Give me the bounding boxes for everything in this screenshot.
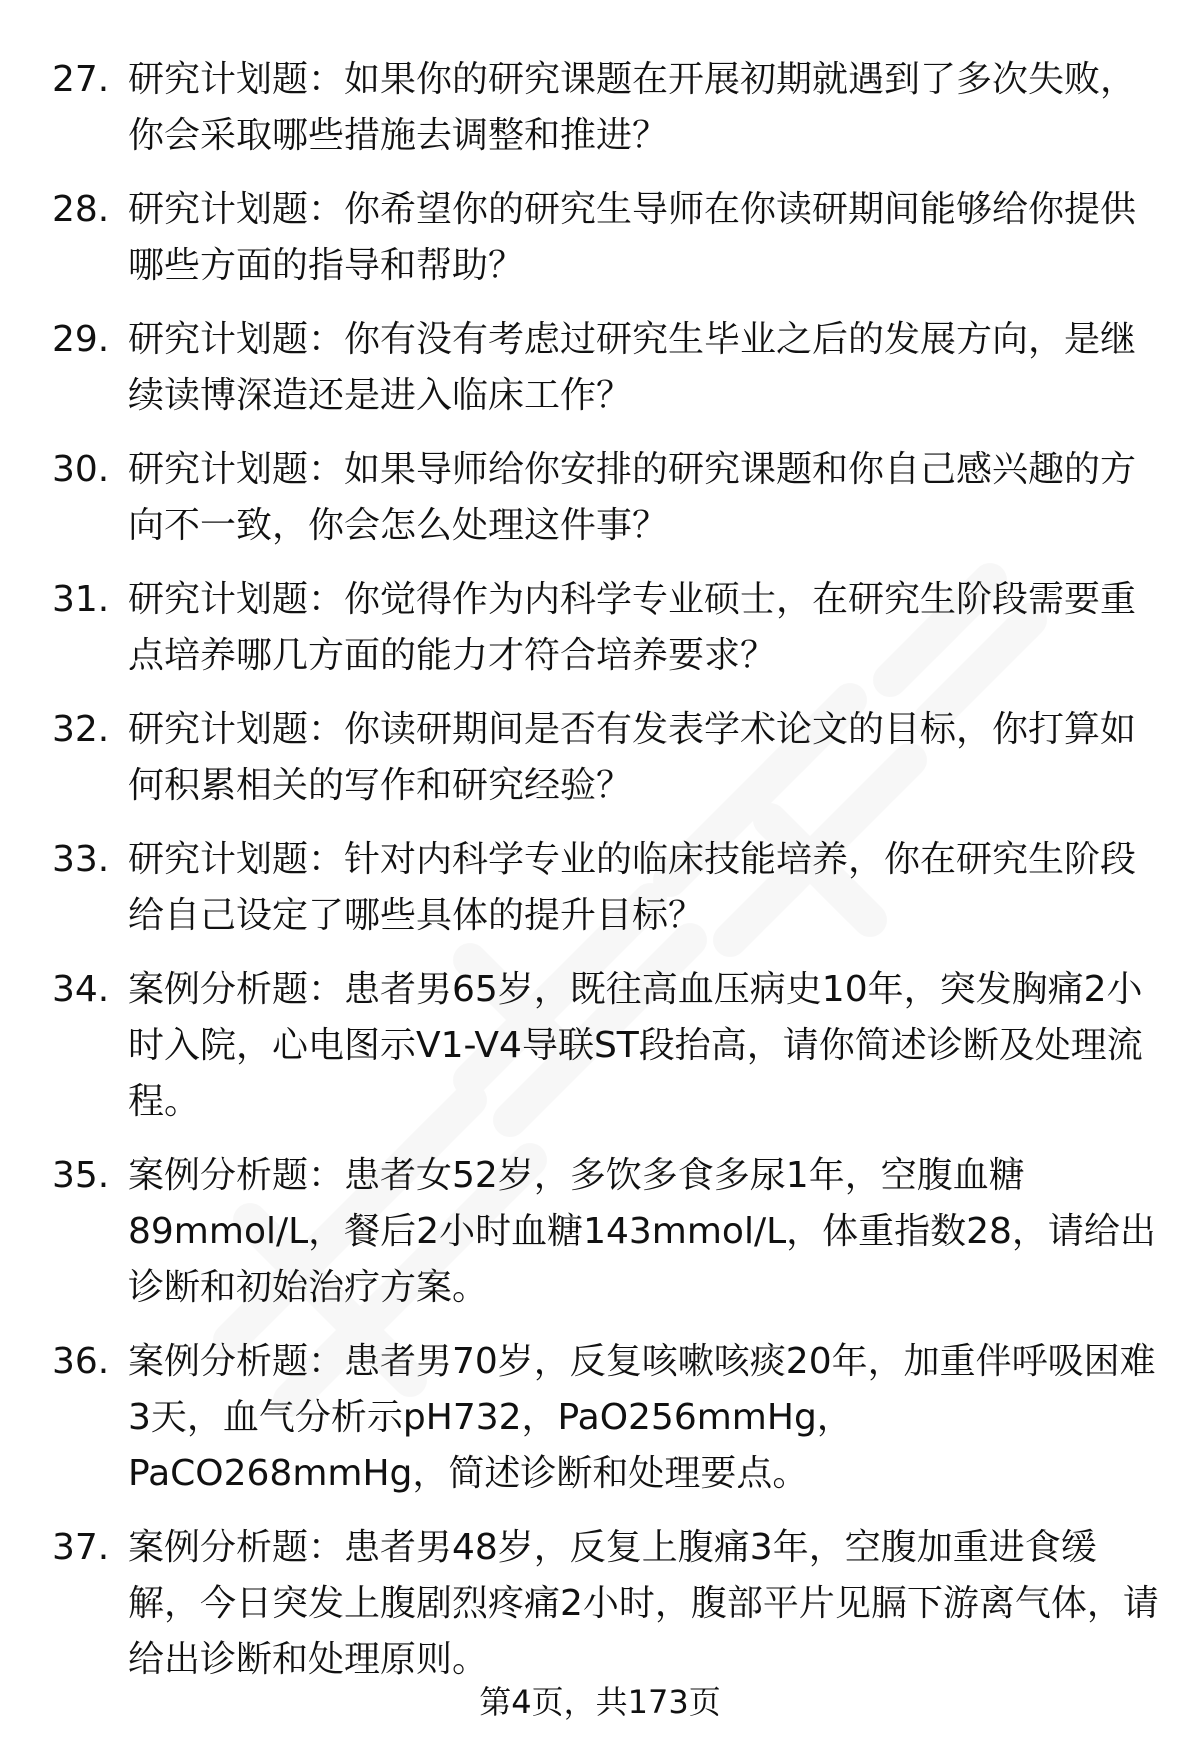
question-list: [0, 52, 1200, 1706]
question-number: 27.: [52, 59, 110, 100]
question-number: 28.: [52, 189, 110, 230]
page-footer: 第4页，共173页: [479, 1683, 721, 1721]
question-text: 研究计划题：你有没有考虑过研究生毕业之后的发展方向，是继续读博深造还是进入临床工作？: [128, 319, 1137, 416]
question-item: [0, 312, 1200, 424]
question-item: [0, 1148, 1200, 1316]
question-text: 研究计划题：如果你的研究课题在开展初期就遇到了多次失败，你会采取哪些措施去调整和推进？: [128, 59, 1137, 156]
question-text: 研究计划题：如果导师给你安排的研究课题和你自己感兴趣的方向不一致，你会怎么处理这件事？: [128, 449, 1137, 546]
question-number: 30.: [52, 449, 110, 490]
question-item: [0, 832, 1200, 944]
question-item: [0, 1520, 1200, 1688]
question-item: [0, 962, 1200, 1130]
question-item: [0, 702, 1200, 814]
question-text: 研究计划题：你觉得作为内科学专业硕士，在研究生阶段需要重点培养哪几方面的能力才符合培养要求？: [128, 579, 1137, 676]
question-number: 29.: [52, 319, 110, 360]
question-number: 36.: [52, 1341, 110, 1382]
question-text: 研究计划题：你读研期间是否有发表学术论文的目标，你打算如何积累相关的写作和研究经验？: [128, 709, 1137, 806]
question-text: 研究计划题：你希望你的研究生导师在你读研期间能够给你提供哪些方面的指导和帮助？: [128, 189, 1137, 286]
question-number: 33.: [52, 839, 110, 880]
question-number: 31.: [52, 579, 110, 620]
question-text: 研究计划题：针对内科学专业的临床技能培养，你在研究生阶段给自己设定了哪些具体的提升目标？: [128, 839, 1137, 936]
question-item: [0, 572, 1200, 684]
question-number: 34.: [52, 969, 110, 1010]
question-item: [0, 182, 1200, 294]
question-number: 37.: [52, 1527, 110, 1568]
question-number: 35.: [52, 1155, 110, 1196]
question-item: [0, 1334, 1200, 1502]
question-text: 案例分析题：患者男48岁，反复上腹痛3年，空腹加重进食缓解，今日突发上腹剧烈疼痛2小时，腹部平片见膈下游离气体，请给出诊断和处理原则。: [128, 1527, 1159, 1680]
question-number: 32.: [52, 709, 110, 750]
question-item: [0, 442, 1200, 554]
question-item: [0, 52, 1200, 164]
question-text: 案例分析题：患者男65岁，既往高血压病史10年，突发胸痛2小时入院，心电图示V1-V4导联ST段抬高，请你简述诊断及处理流程。: [128, 969, 1143, 1122]
question-text: 案例分析题：患者女52岁，多饮多食多尿1年，空腹血糖89mmol/L，餐后2小时血糖143mmol/L，体重指数28，请给出诊断和初始治疗方案。: [128, 1155, 1156, 1308]
question-text: 案例分析题：患者男70岁，反复咳嗽咳痰20年，加重伴呼吸困难3天，血气分析示pH732，PaO256mmHg，PaCO268mmHg，简述诊断和处理要点。: [128, 1341, 1156, 1494]
